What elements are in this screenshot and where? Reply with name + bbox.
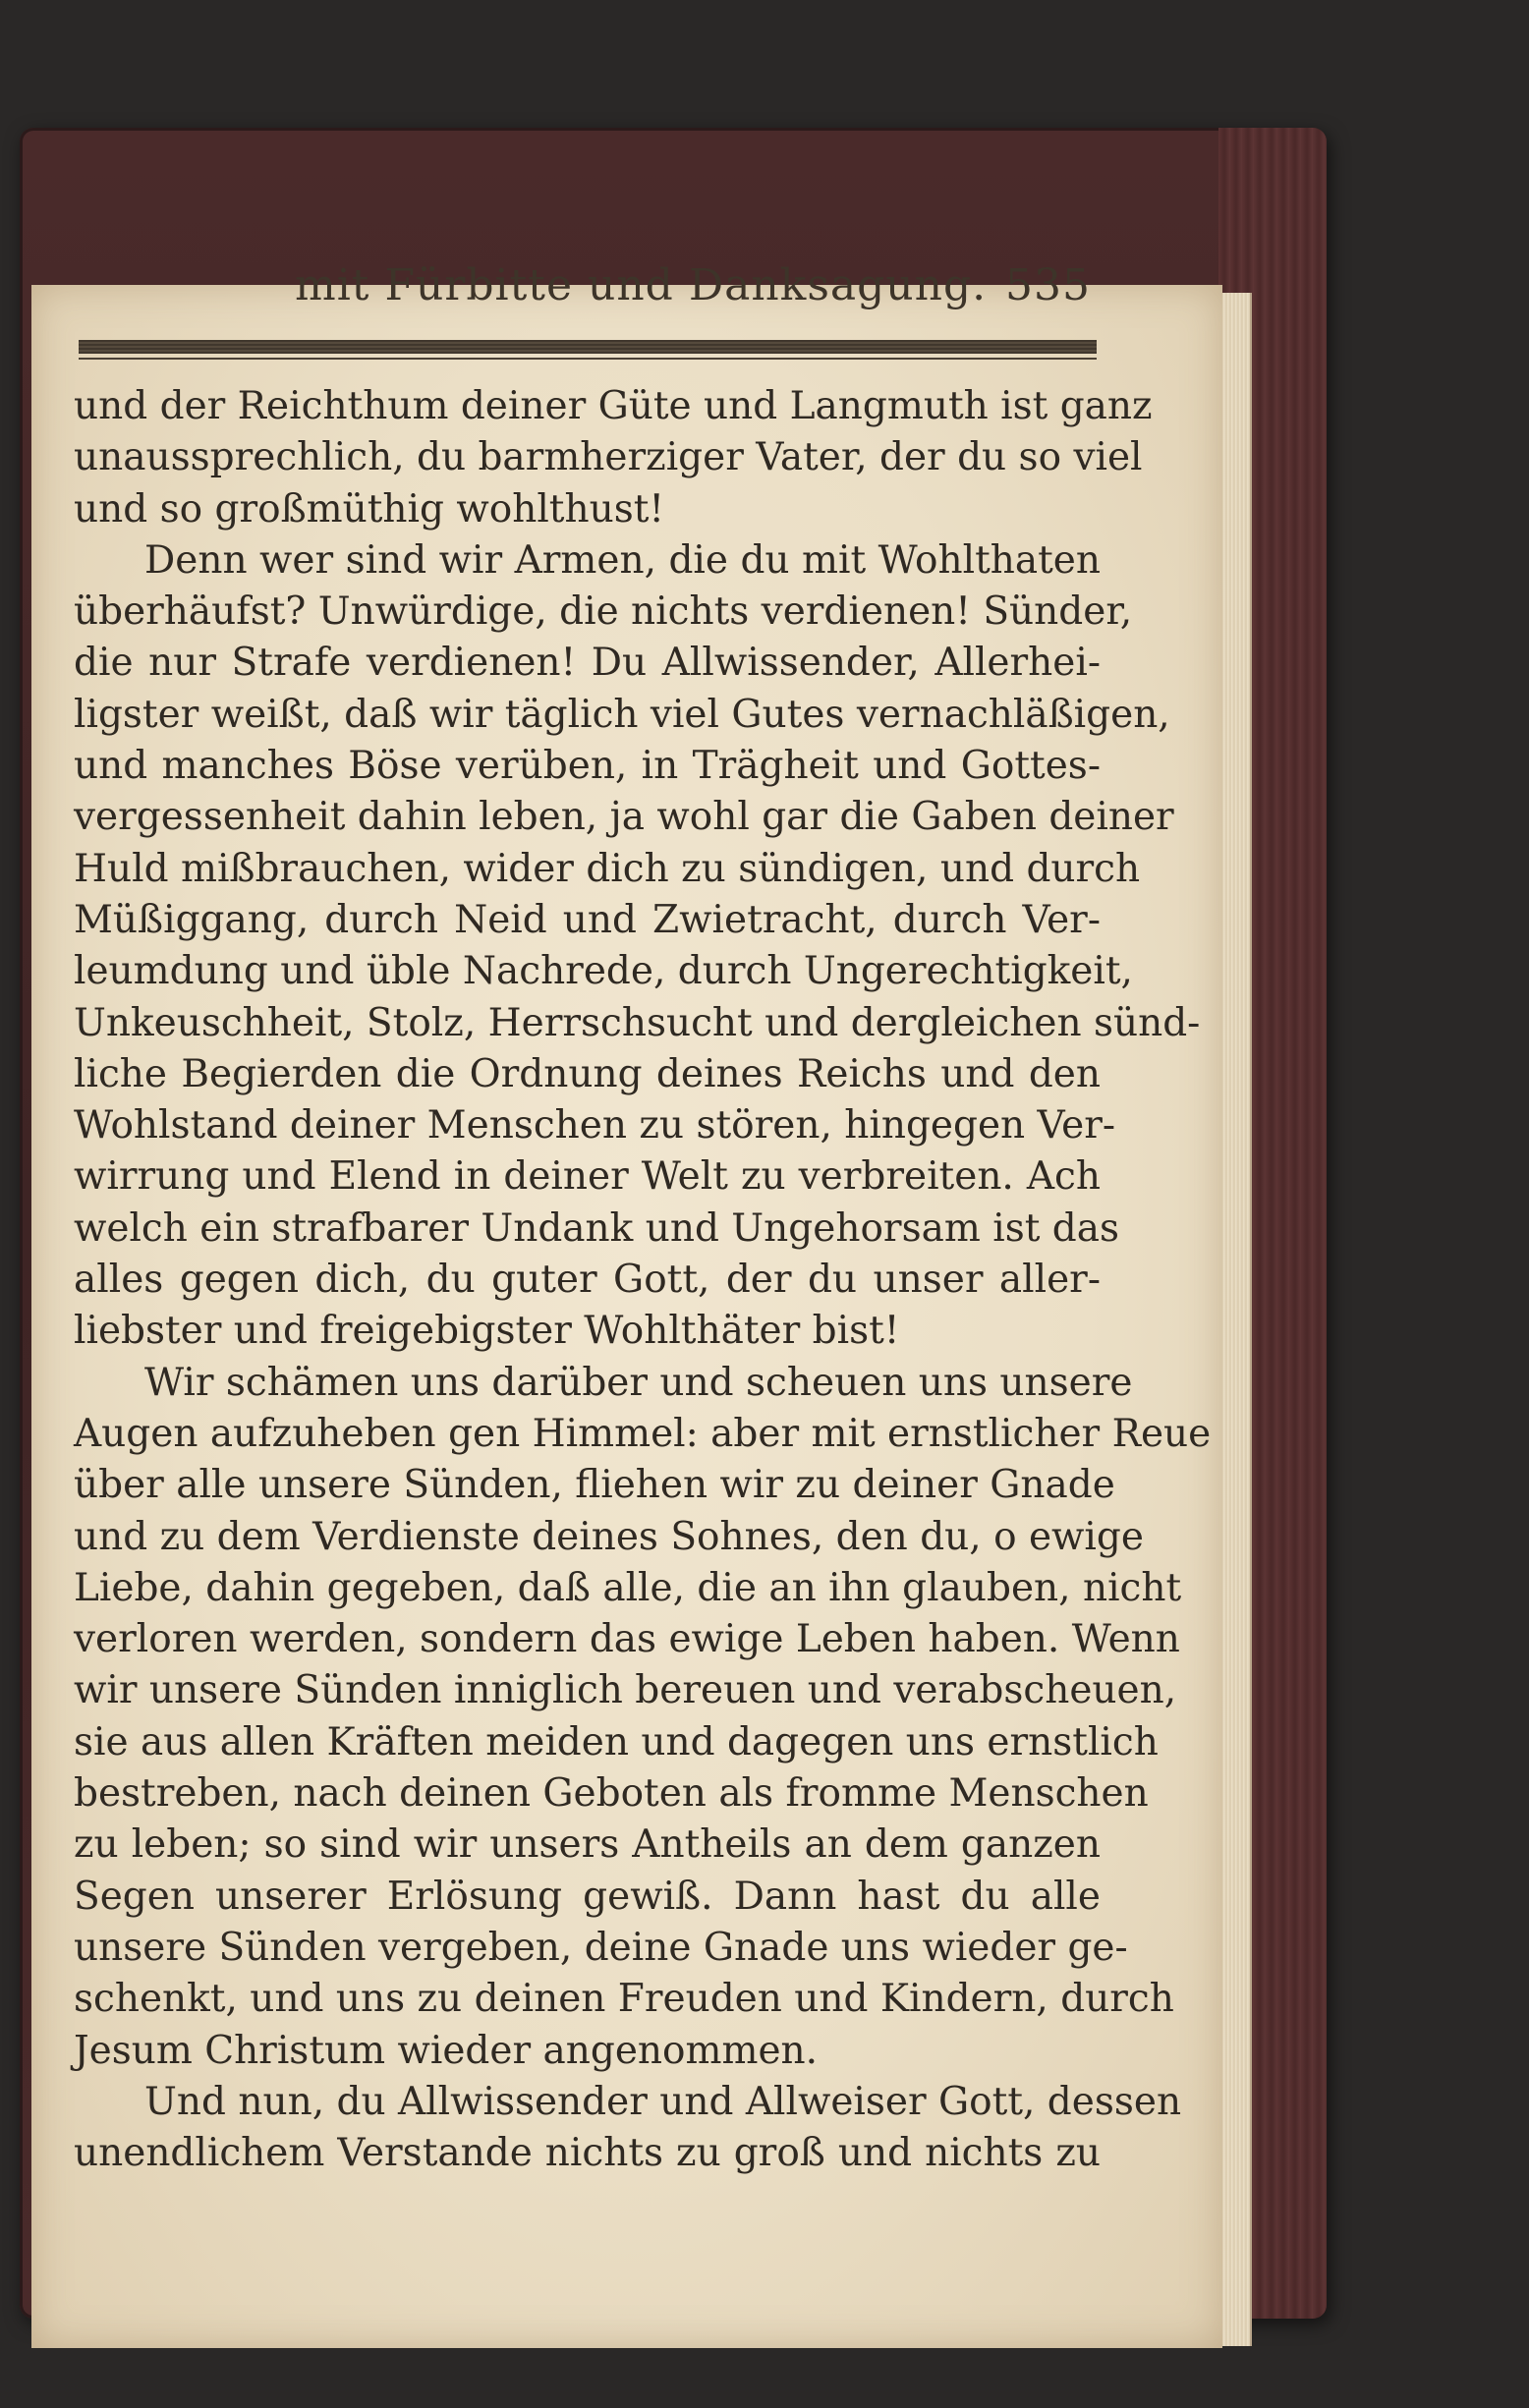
- header-rule: [79, 340, 1097, 354]
- text-line: Huld mißbrauchen, wider dich zu sündigen, und durch: [74, 846, 1141, 891]
- text-line: Segen unserer Erlösung gewiß. Dann hast du alle: [74, 1874, 1101, 1919]
- text-line: unsere Sünden vergeben, deine Gnade uns wieder ge-: [74, 1925, 1128, 1970]
- text-line: bestreben, nach deinen Geboten als fromme Menschen: [74, 1771, 1149, 1817]
- text-line: Wohlstand deiner Menschen zu stören, hingegen Ver-: [74, 1103, 1116, 1148]
- text-line: sie aus allen Kräften meiden und dagegen uns ernstlich: [74, 1719, 1159, 1764]
- text-line: leumdung und üble Nachrede, durch Ungerechtigkeit,: [74, 949, 1133, 994]
- text-line: liche Begierden die Ordnung deines Reichs und den: [74, 1051, 1101, 1096]
- text-line: unaussprechlich, du barmherziger Vater, der du so viel: [74, 435, 1143, 480]
- text-line: zu leben; so sind wir unsers Antheils an dem ganzen: [74, 1822, 1101, 1868]
- text-line: wir unsere Sünden inniglich bereuen und verabscheuen,: [74, 1668, 1177, 1713]
- text-line: Wir schämen uns darüber und scheuen uns unsere: [144, 1360, 1133, 1405]
- text-line: unendlichem Verstande nichts zu groß und nichts zu: [74, 2131, 1101, 2176]
- text-line: Und nun, du Allwissender und Allweiser Gott, dessen: [144, 2079, 1182, 2124]
- text-line: ligster weißt, daß wir täglich viel Gutes vernachläßigen,: [74, 692, 1170, 737]
- text-line: schenkt, und uns zu deinen Freuden und Kindern, durch: [74, 1977, 1174, 2022]
- body-text: [74, 381, 1212, 2176]
- text-line: wirrung und Elend in deiner Welt zu verbreiten. Ach: [74, 1154, 1101, 1200]
- text-line: alles gegen dich, du guter Gott, der du unser aller-: [74, 1258, 1101, 1303]
- page-header: [295, 260, 1101, 329]
- text-line: über alle unsere Sünden, fliehen wir zu deiner Gnade: [74, 1463, 1115, 1508]
- text-line: Liebe, dahin gegeben, daß alle, die an ihn glauben, nicht: [74, 1565, 1182, 1610]
- text-line: überhäufst? Unwürdige, die nichts verdienen! Sünder,: [74, 589, 1133, 635]
- text-line: Denn wer sind wir Armen, die du mit Wohlthaten: [144, 537, 1101, 583]
- text-line: Müßiggang, durch Neid und Zwietracht, durch Ver-: [74, 897, 1101, 942]
- header-rule-thin: [79, 358, 1097, 360]
- text-line: welch ein strafbarer Undank und Ungehorsam ist das: [74, 1205, 1120, 1251]
- text-line: und der Reichthum deiner Güte und Langmuth ist ganz: [74, 384, 1153, 428]
- page-number: 535: [1005, 260, 1091, 310]
- text-line: Augen aufzuheben gen Himmel: aber mit ernstlicher Reue: [74, 1411, 1212, 1456]
- running-head: mit Fürbitte und Danksagung.: [295, 260, 988, 310]
- text-line: liebster und freigebigster Wohlthäter bist!: [74, 1309, 900, 1354]
- text-line: und manches Böse verüben, in Trägheit und Gottes-: [74, 744, 1101, 789]
- text-line: die nur Strafe verdienen! Du Allwissender, Allerhei-: [74, 641, 1101, 686]
- text-line: verloren werden, sondern das ewige Leben haben. Wenn: [74, 1617, 1180, 1662]
- text-line: Unkeuschheit, Stolz, Herrschsucht und dergleichen sünd-: [74, 1000, 1201, 1045]
- text-line: vergessenheit dahin leben, ja wohl gar die Gaben deiner: [74, 795, 1174, 840]
- text-line: Jesum Christum wieder angenommen.: [74, 2028, 819, 2073]
- text-line: und so großmüthig wohlthust!: [74, 486, 665, 532]
- text-line: und zu dem Verdienste deines Sohnes, den du, o ewige: [74, 1514, 1144, 1559]
